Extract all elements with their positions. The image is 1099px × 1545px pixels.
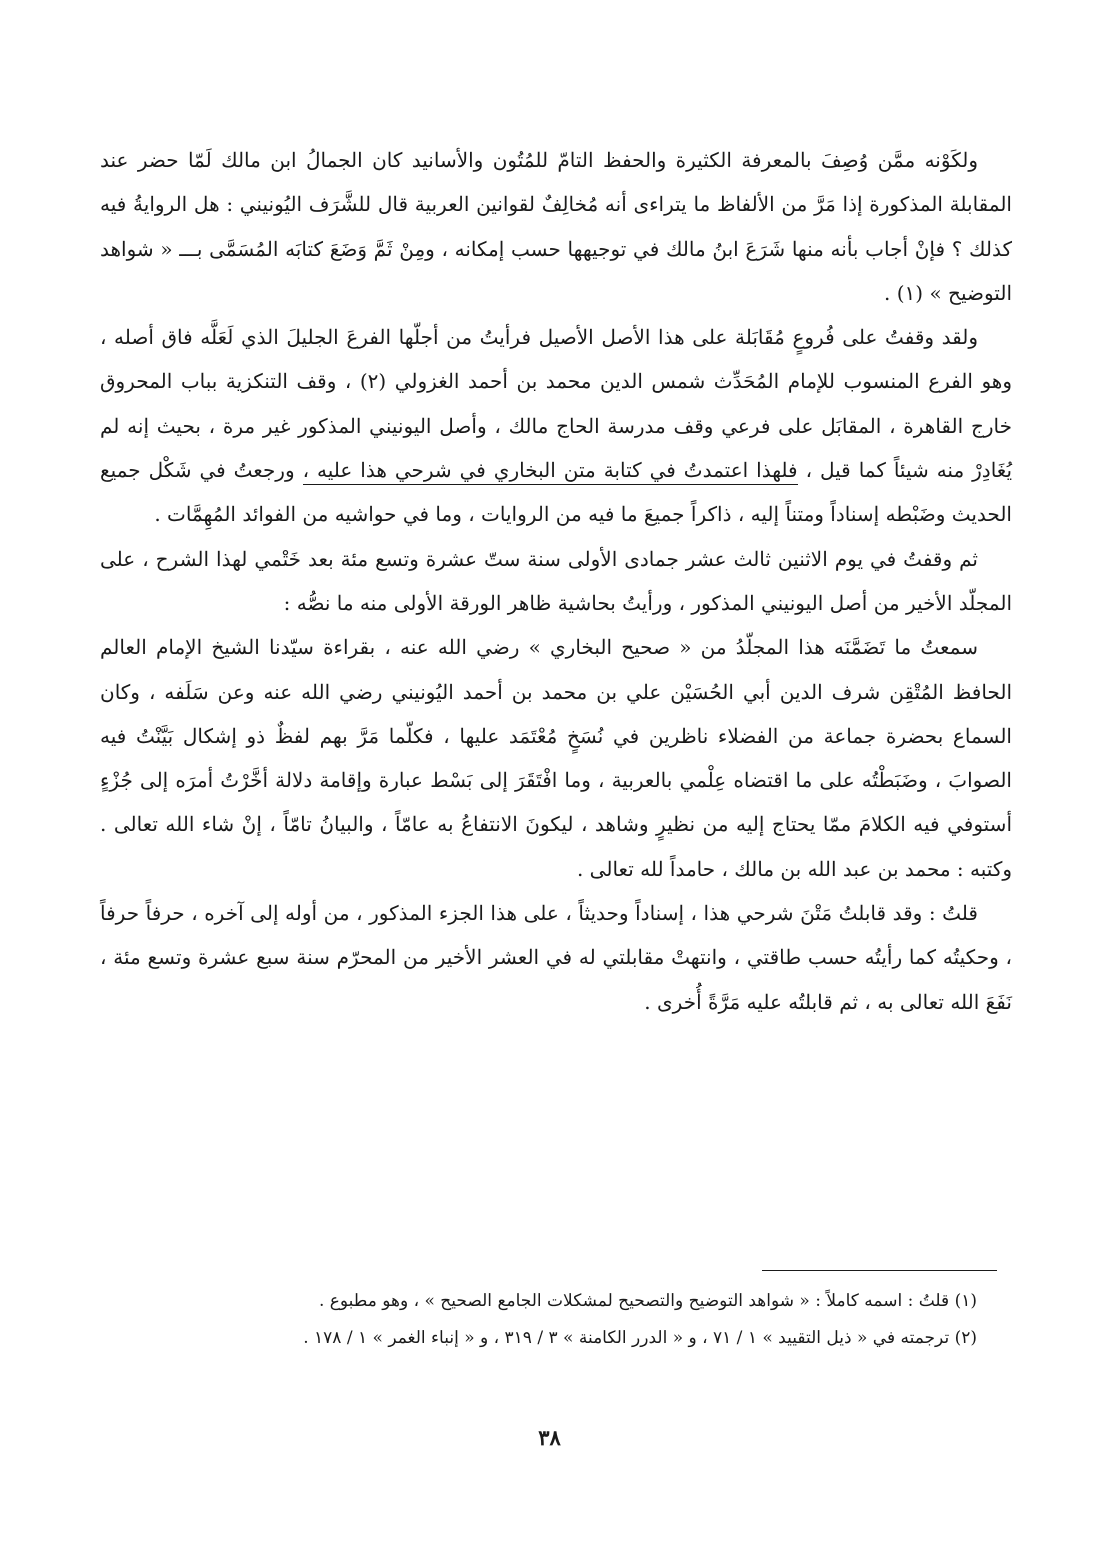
paragraph-1: ولكَوْنه ممَّن وُصِفَ بالمعرفة الكثيرة والحفظ التامّ للمُتُون والأسانيد كان الجمالُ ابن مالك لَمّا حضر عند المقابلة المذكورة إذا مَرَّ من الألفاظ ما يتراءى أنه مُخالِفٌ لقوانين العربية قال للشَّرَف اليُونيني : هل الروايةُ فيه كذلك ؟ فإنْ أجاب بأنه منها شَرَعَ ابنُ مالك في توجيهها حسب إمكانه ، ومِنْ ثَمَّ وَضَعَ كتابَه المُسَمَّى بـــ « شواهد التوضيح » (١) .	[100, 148, 1012, 305]
paragraph-3: ثم وقفتُ في يوم الاثنين ثالث عشر جمادى الأولى سنة ستّ عشرة وتسع مئة بعد خَتْمي لهذا الشرح ، على المجلّد الأخير من أصل اليونيني المذكور ، ورأيتُ بحاشية ظاهر الورقة الأولى منه ما نصُّه :	[100, 546, 1012, 615]
page-number: ٣٨	[538, 1425, 561, 1450]
paragraph-2	[100, 315, 1012, 536]
paragraph-2-continuation: ورجعتُ في شَكْل جميع الحديث وضَبْطه إسناداً ومتناً إليه ، ذاكراً جميعَ ما فيه من الروايات ، وما في حواشيه من الفوائد المُهِمَّات .	[100, 458, 1012, 527]
paragraph-5: قلتُ : وقد قابلتُ مَتْنَ شرحي هذا ، إسناداً وحديثاً ، على هذا الجزء المذكور ، من أوله إلى آخره ، حرفاً حرفاً ، وحكيتُه كما رأيتُه حسب طاقتي ، وانتهتْ مقابلتي له في العشر الأخير من المحرّم سنة سبع عشرة وتسع مئة ، نَفَعَ الله تعالى به ، ثم قابلتُه عليه مَرَّةً أُخرى .	[100, 901, 1012, 1014]
footnotes	[177, 1283, 977, 1357]
paragraph-2-text: ولقد وقفتُ على فُروعٍ مُقَابَلة على هذا الأصل الأصيل فرأيتُ من أجلّها الفرعَ الجليلَ الذي لَعَلَّه فاق أصله ، وهو الفرع المنسوب للإمام المُحَدِّث شمس الدين محمد بن أحمد الغزولي (٢) ، وقف التنكزية بباب المحروق خارج القاهرة ، المقابَل على فرعي وقف مدرسة الحاج مالك ، وأصل اليونيني المذكور غير مرة ، بحيث إنه لم يُغَادِرْ منه شيئاً كما قيل ،	[100, 325, 1013, 483]
footnote-1: (١) قلتُ : اسمه كاملاً : « شواهد التوضيح والتصحيح لمشكلات الجامع الصحيح » ، وهو مطبوع .	[318, 1291, 977, 1311]
paragraph-4-quotation: سمعتُ ما تَضَمَّنَه هذا المجلّدُ من « صحيح البخاري » رضي الله عنه ، بقراءة سيّدنا الشيخ الإمام العالم الحافظ المُتْقِن شرف الدين أبي الحُسَيْن علي بن محمد بن أحمد اليُونيني رضي الله عنه وعن سَلَفه ، وكان السماع بحضرة جماعة من الفضلاء ناظرين في نُسَخٍ مُعْتَمَد عليها ، فكلّما مَرَّ بهم لفظٌ ذو إشكال بَيَّنْتُ فيه الصوابَ ، وضَبَطْتُه على ما اقتضاه عِلْمي بالعربية ، وما افْتَقَرَ إلى بَسْط عبارة وإقامة دلالة أخَّرْتُ أمرَه إلى جُزْءٍ أستوفي فيه الكلامَ ممّا يحتاج إليه من نظيرٍ وشاهد ، ليكونَ الانتفاعُ به عامّاً ، والبيانُ تامّاً ، إنْ شاء الله تعالى . وكتبه : محمد بن عبد الله بن مالك ، حامداً لله تعالى .	[100, 635, 1012, 881]
underlined-phrase: فلهذا اعتمدتُ في كتابة متن البخاري في شرحي هذا عليه ،	[303, 458, 798, 485]
footnote-2: (٢) ترجمته في « ذيل التقييد » ١ / ٧١ ، و « الدرر الكامنة » ٣ / ٣١٩ ، و « إنباء الغمر » ١ / ١٧٨ .	[303, 1328, 977, 1348]
main-text	[100, 138, 1012, 1024]
footnote-separator	[762, 1270, 997, 1271]
